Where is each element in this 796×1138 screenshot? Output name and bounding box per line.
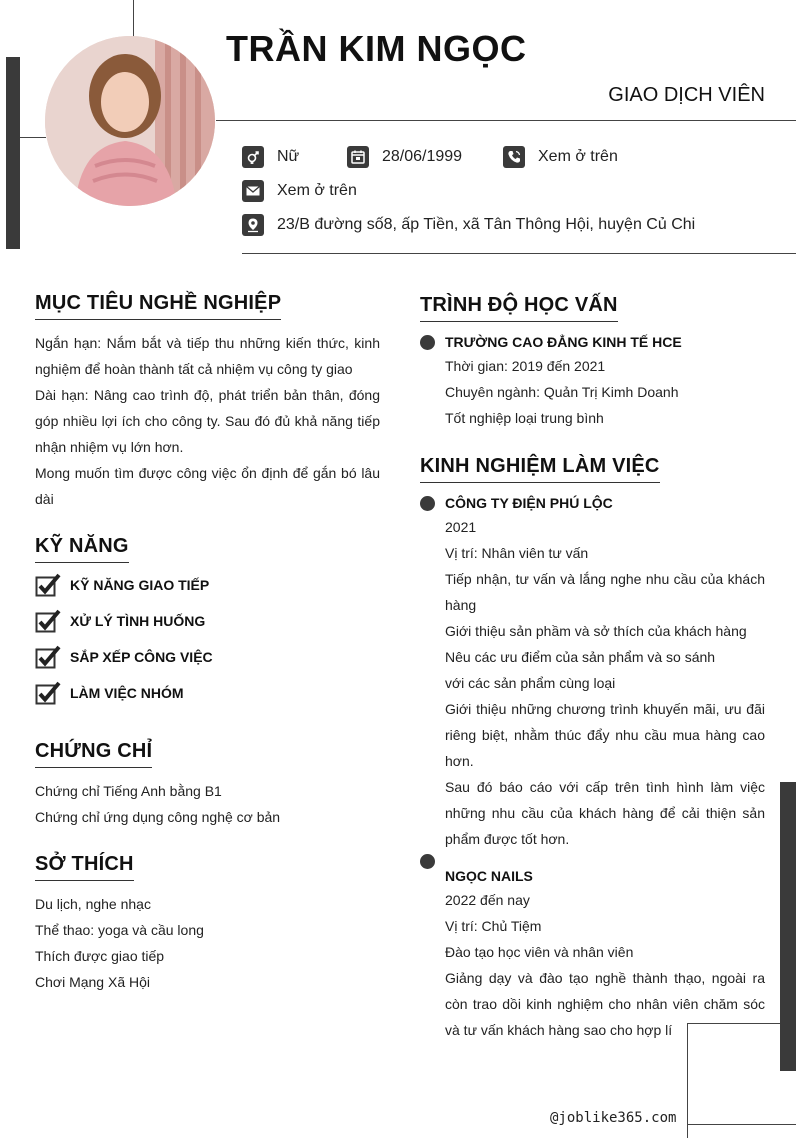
phone-row	[503, 146, 618, 168]
phone-value: Xem ở trên	[538, 148, 618, 165]
skill-item	[35, 609, 205, 633]
objective-text	[35, 330, 380, 512]
objective-line: Ngắn hạn: Nắm bắt và tiếp thu những kiến thức, kinh nghiệm để hoàn thành tất cả nhiệm vụ công ty giao	[35, 335, 380, 377]
birthdate-value: 28/06/1999	[382, 148, 463, 165]
hobbies-title: SỞ THÍCH	[35, 853, 134, 881]
skill-label: XỬ LÝ TÌNH HUỐNG	[70, 613, 206, 629]
job-line: Vị trí: Chủ Tiệm	[445, 918, 542, 934]
job-bullet	[420, 854, 435, 869]
job-line: Nêu các ưu điểm của sản phẩm và so sánh	[445, 649, 716, 665]
skill-item	[35, 645, 213, 669]
education-line: Chuyên ngành: Quản Trị Kimh Doanh	[445, 384, 679, 400]
company-name: CÔNG TY ĐIỆN PHÚ LỘC	[445, 495, 613, 511]
profile-photo	[45, 36, 215, 206]
hobbies-list	[35, 891, 380, 995]
job-line: 2022 đến nay	[445, 892, 530, 908]
address-row	[242, 214, 695, 236]
left-accent-bar	[6, 57, 20, 249]
top-vertical-line	[133, 0, 134, 38]
email-icon	[242, 180, 264, 202]
objective-title: MỤC TIÊU NGHỀ NGHIỆP	[35, 292, 281, 320]
phone-icon	[503, 146, 525, 168]
skills-title: KỸ NĂNG	[35, 535, 129, 563]
checkbox-icon	[35, 681, 63, 705]
job-line: Giảng dạy và đào tạo nghề thành thạo, ngoài ra còn trao dồi kinh nghiệm cho nhân viên chăm sóc và tư vấn khách hàng sao cho hợp lí	[445, 970, 765, 1038]
info-divider	[242, 253, 796, 254]
candidate-name: TRẦN KIM NGỌC	[226, 28, 527, 69]
birthdate-row	[347, 146, 462, 168]
gender-row	[242, 146, 299, 168]
certificate-item: Chứng chỉ ứng dụng công nghệ cơ bản	[35, 809, 281, 825]
experience-title: KINH NGHIỆM LÀM VIỆC	[420, 455, 660, 483]
education-details	[445, 353, 765, 431]
education-title: TRÌNH ĐỘ HỌC VẤN	[420, 294, 618, 322]
objective-line: Dài hạn: Nâng cao trình độ, phát triển bản thân, đóng góp nhiều lợi ích cho công ty. Sau đó đủ khả năng tiếp nhận nhiệm vụ lớn hơn.	[35, 387, 380, 455]
hobby-item: Thích được giao tiếp	[35, 948, 165, 964]
skill-label: KỸ NĂNG GIAO TIẾP	[70, 577, 210, 593]
footer-line	[687, 1124, 796, 1125]
avatar-horizontal-line	[20, 137, 46, 138]
objective-line: Mong muốn tìm được công việc ổn định để gắn bó lâu dài	[35, 465, 380, 507]
skill-item	[35, 573, 209, 597]
right-accent-bar	[780, 782, 796, 1071]
checkbox-icon	[35, 645, 63, 669]
education-line: Tốt nghiệp loại trung bình	[445, 410, 604, 426]
calendar-icon	[347, 146, 369, 168]
email-row	[242, 180, 357, 202]
job-line: Sau đó báo cáo với cấp trên tình hình làm việc những nhu cầu của khách hàng để cải thiện sản phẩm được tốt hơn.	[445, 779, 765, 847]
job-line: với các sản phẩm cùng loại	[445, 675, 616, 691]
gender-value: Nữ	[277, 148, 300, 165]
job-title: GIAO DỊCH VIÊN	[608, 84, 765, 106]
skill-label: LÀM VIỆC NHÓM	[70, 685, 184, 701]
address-value: 23/B đường số8, ấp Tiền, xã Tân Thông Hội, huyện Củ Chi	[277, 216, 696, 233]
hobby-item: Thể thao: yoga và cầu long	[35, 922, 204, 938]
company-name: NGỌC NAILS	[445, 868, 533, 884]
avatar	[45, 36, 215, 206]
job-line: Giới thiệu những chương trình khuyến mãi, ưu đãi riêng biệt, nhằm thúc đẩy nhu cầu mua hàng cao hơn.	[445, 701, 765, 769]
education-line: Thời gian: 2019 đến 2021	[445, 358, 606, 374]
skill-item	[35, 681, 184, 705]
job-line: Đào tạo học viên và nhân viên	[445, 944, 634, 960]
job-line: Tiếp nhận, tư vấn và lắng nghe nhu cầu của khách hàng	[445, 571, 765, 613]
school-name: TRƯỜNG CAO ĐẲNG KINH TẾ HCE	[445, 334, 682, 350]
job-bullet	[420, 496, 435, 511]
hobby-item: Chơi Mạng Xã Hội	[35, 974, 151, 990]
gender-icon	[242, 146, 264, 168]
email-value: Xem ở trên	[277, 182, 357, 199]
hobby-item: Du lịch, nghe nhạc	[35, 896, 151, 912]
checkbox-icon	[35, 609, 63, 633]
job-line: Vị trí: Nhân viên tư vấn	[445, 545, 589, 561]
job-line: 2021	[445, 519, 477, 535]
location-icon	[242, 214, 264, 236]
job-details	[445, 887, 765, 1043]
education-bullet	[420, 335, 435, 350]
skill-label: SẮP XẾP CÔNG VIỆC	[70, 649, 213, 665]
header-divider	[216, 120, 796, 121]
job-line: Giới thiệu sản phầm và sở thích của khách hàng	[445, 623, 747, 639]
footer-watermark: @joblike365.com	[550, 1110, 677, 1126]
certificates-title: CHỨNG CHỈ	[35, 740, 152, 768]
checkbox-icon	[35, 573, 63, 597]
certificates-list	[35, 778, 380, 830]
certificate-item: Chứng chỉ Tiếng Anh bằng B1	[35, 783, 222, 799]
job-details	[445, 514, 765, 852]
